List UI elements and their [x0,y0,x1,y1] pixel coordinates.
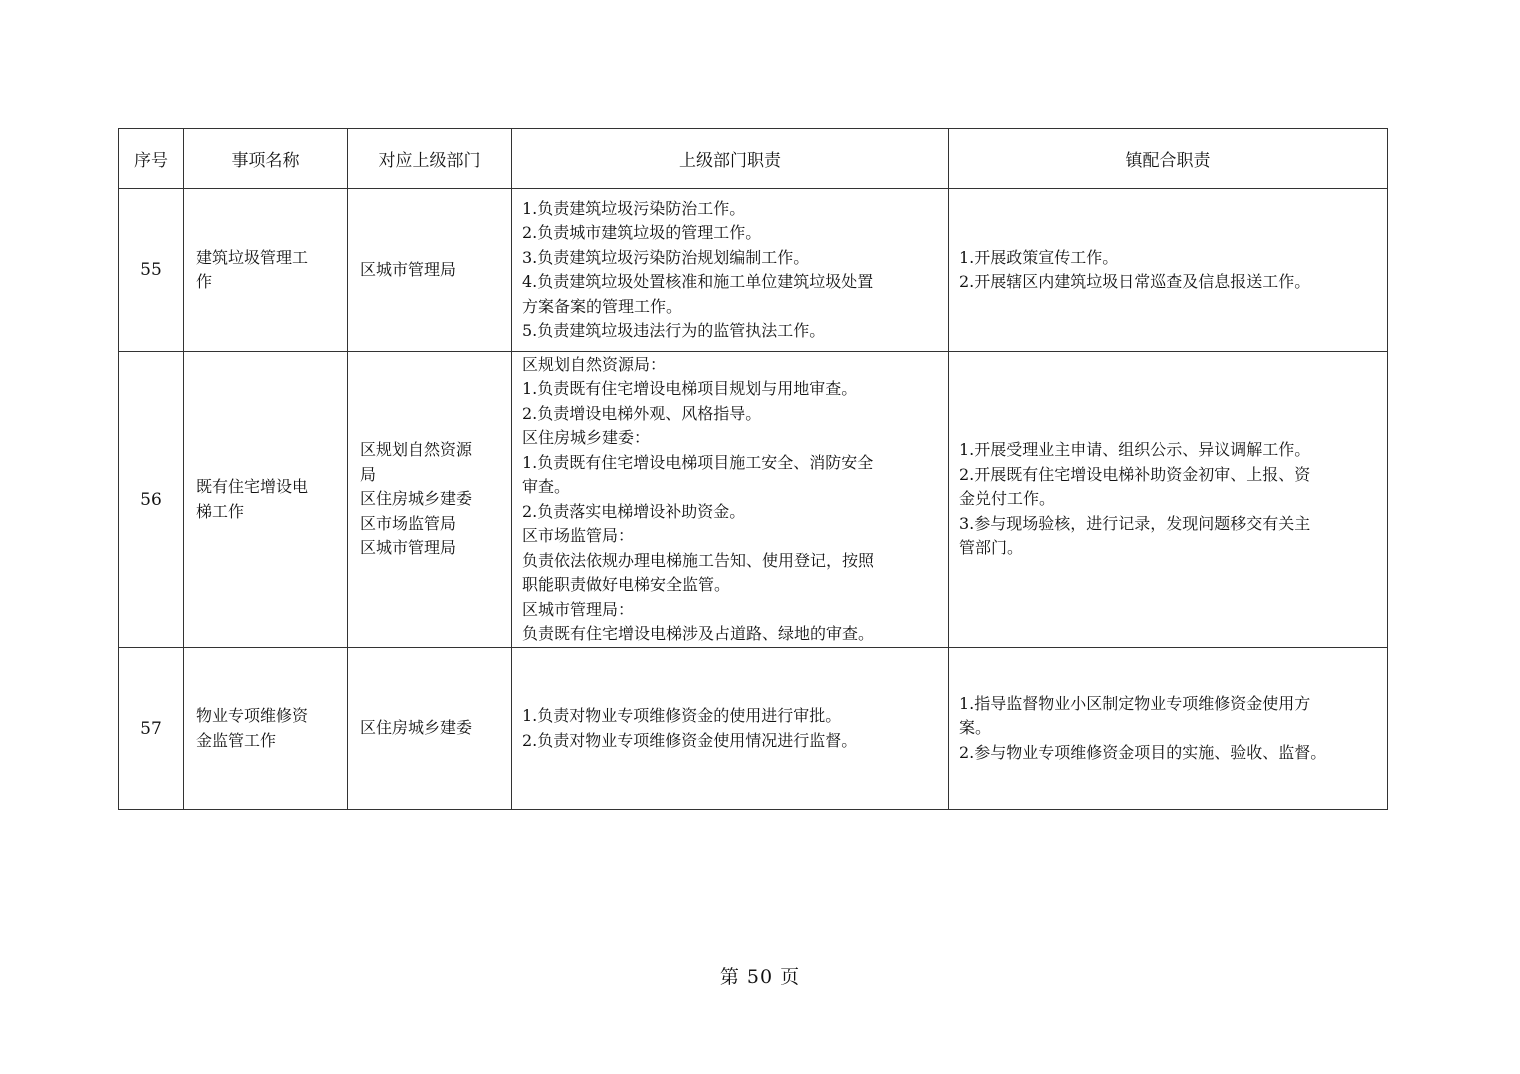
cell-line: 区市场监管局： [522,526,635,545]
cell-line: 1.负责既有住宅增设电梯项目规划与用地审查。 [522,379,858,398]
cell-line: 2.负责落实电梯增设补助资金。 [522,501,746,521]
cell-line: 物业专项维修资 [196,706,309,725]
cell-line: 2.负责城市建筑垃圾的管理工作。 [522,223,762,242]
row-upper-dept [348,352,512,648]
cell-line: 管部门。 [959,538,1024,558]
cell-line: 2.负责对物业专项维修资金使用情况进行监督。 [522,730,858,750]
header-upper-dept: 对应上级部门 [348,129,512,189]
cell-line: 金监管工作 [196,730,277,750]
cell-line: 区住房城乡建委： [522,428,651,447]
cell-line: 1.负责对物业专项维修资金的使用进行审批。 [522,706,842,725]
cell-line: 金兑付工作。 [959,489,1056,509]
cell-line: 1.开展政策宣传工作。 [959,247,1119,267]
row-seq: 56 [119,352,184,648]
header-upper-duties: 上级部门职责 [512,129,949,189]
cell-line: 2.开展既有住宅增设电梯补助资金初审、上报、资 [959,464,1311,484]
row-seq: 57 [119,648,184,810]
row-town-duties [949,189,1388,352]
cell-line: 3.负责建筑垃圾污染防治规划编制工作。 [522,247,810,267]
row-town-duties [949,648,1388,810]
cell-line: 2.负责增设电梯外观、风格指导。 [522,403,762,423]
cell-line: 区城市管理局： [522,599,635,619]
cell-line: 区城市管理局 [360,538,457,558]
cell-line: 1.开展受理业主申请、组织公示、异议调解工作。 [959,440,1311,460]
cell-line: 建筑垃圾管理工 [196,247,309,267]
cell-line: 区规划自然资源 [360,440,473,460]
cell-line: 既有住宅增设电 [196,477,309,496]
cell-line: 局 [360,464,377,484]
cell-line: 区城市管理局 [360,259,457,279]
row-item-name [184,189,348,352]
row-town-duties [949,352,1388,648]
row-item-name [184,648,348,810]
cell-line: 负责依法依规办理电梯施工告知、使用登记，按照 [522,550,875,570]
cell-line: 审查。 [522,477,571,496]
row-upper-duties [512,189,949,352]
cell-line: 方案备案的管理工作。 [522,296,683,316]
cell-line: 2.开展辖区内建筑垃圾日常巡查及信息报送工作。 [959,272,1311,291]
row-item-name [184,352,348,648]
cell-line: 案。 [959,718,992,738]
table-row [119,648,1388,810]
table-header-row [119,129,1388,189]
table-row [119,189,1388,352]
header-item-name: 事项名称 [184,129,348,189]
header-seq: 序号 [119,129,184,189]
cell-line: 作 [196,272,213,291]
cell-line: 梯工作 [196,501,245,521]
row-upper-duties [512,352,949,648]
cell-line: 区规划自然资源局： [522,354,667,374]
cell-line: 负责既有住宅增设电梯涉及占道路、绿地的审查。 [522,624,875,643]
responsibility-table [118,128,1388,810]
row-upper-dept [348,648,512,810]
cell-line: 1.指导监督物业小区制定物业专项维修资金使用方 [959,693,1311,713]
cell-line: 4.负责建筑垃圾处置核准和施工单位建筑垃圾处置 [522,272,874,291]
header-town-duties: 镇配合职责 [949,129,1388,189]
cell-line: 1.负责建筑垃圾污染防治工作。 [522,198,746,218]
cell-line: 1.负责既有住宅增设电梯项目施工安全、消防安全 [522,452,874,472]
cell-line: 2.参与物业专项维修资金项目的实施、验收、监督。 [959,742,1327,762]
cell-line: 5.负责建筑垃圾违法行为的监管执法工作。 [522,321,826,340]
table-row [119,352,1388,648]
cell-line: 区住房城乡建委 [360,718,473,738]
cell-line: 3.参与现场验核，进行记录，发现问题移交有关主 [959,513,1311,533]
page-number: 第 50 页 [719,966,801,988]
cell-line: 职能职责做好电梯安全监管。 [522,575,731,594]
cell-line: 区住房城乡建委 [360,489,473,509]
row-upper-dept [348,189,512,352]
row-upper-duties [512,648,949,810]
row-seq: 55 [119,189,184,352]
cell-line: 区市场监管局 [360,513,457,533]
